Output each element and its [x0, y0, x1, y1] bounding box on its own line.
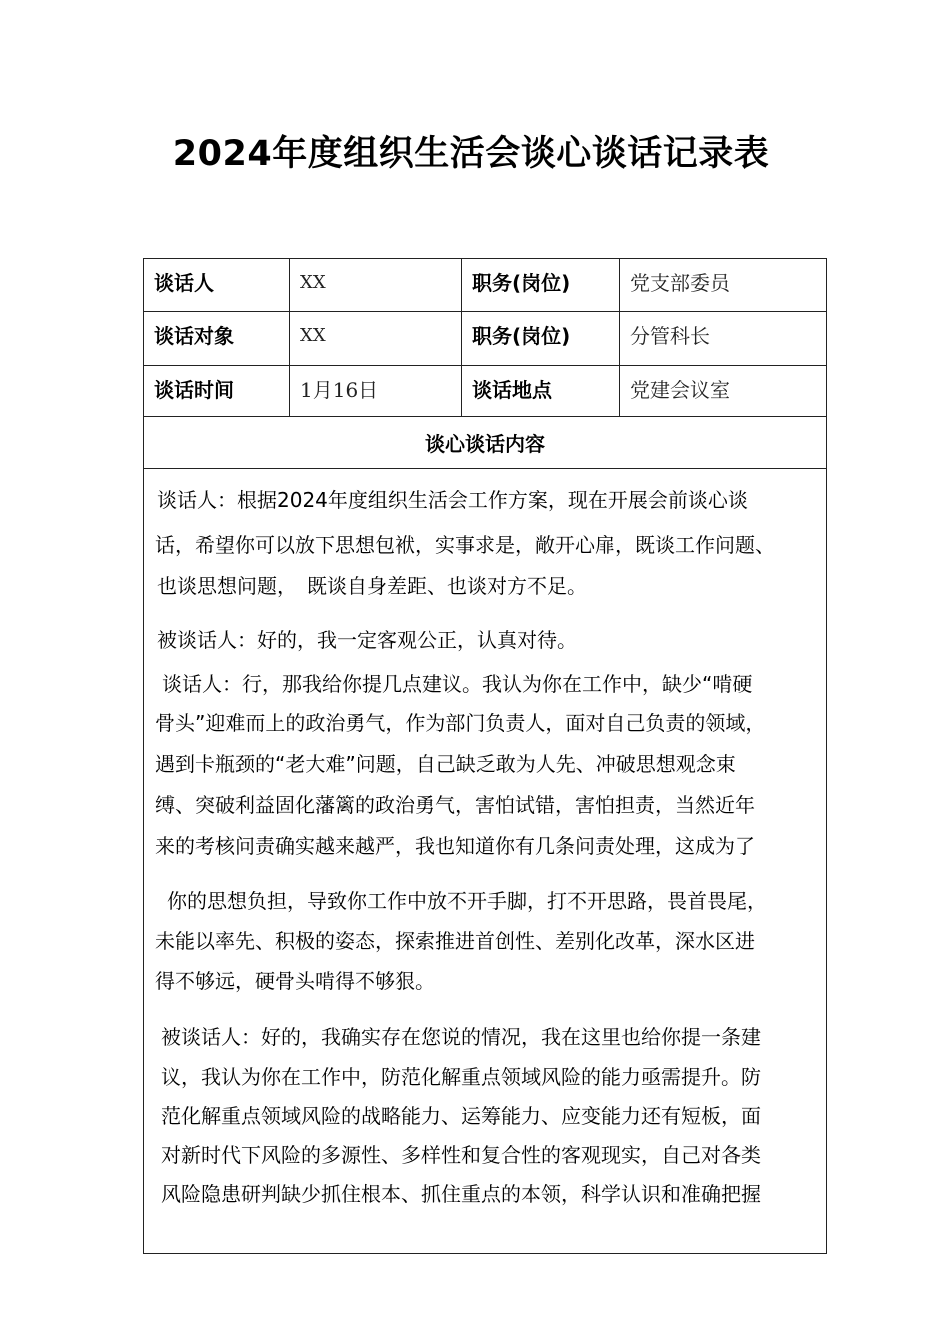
- content-line: 被谈话人：好的，我一定客观公正，认真对待。: [157, 628, 577, 652]
- content-line: 话，希望你可以放下思想包袱，实事求是，敞开心扉，既谈工作问题、: [155, 533, 775, 557]
- info-row-time-place: [144, 366, 826, 417]
- place-value: 党建会议室: [630, 378, 730, 402]
- content-line: 对新时代下风险的多源性、多样性和复合性的客观现实，自己对各类: [161, 1143, 761, 1167]
- info-row-subject: [144, 312, 826, 366]
- content-line: 议，我认为你在工作中，防范化解重点领域风险的能力亟需提升。防: [161, 1065, 761, 1089]
- content-line: 你的思想负担，导致你工作中放不开手脚，打不开思路，畏首畏尾，: [167, 889, 767, 913]
- talker-position-label: 职务(岗位): [462, 259, 620, 311]
- content-line: 谈话人：行，那我给你提几点建议。我认为你在工作中，缺少“啃硬: [162, 672, 753, 696]
- content-line: 未能以率先、积极的姿态，探索推进首创性、差别化改革，深水区进: [155, 929, 755, 953]
- subject-value: XX: [290, 312, 462, 365]
- record-table: [143, 258, 827, 1254]
- content-line: 来的考核问责确实越来越严，我也知道你有几条问责处理，这成为了: [155, 834, 755, 858]
- content-line: 也谈思想问题， 既谈自身差距、也谈对方不足。: [157, 574, 587, 598]
- subject-position-label: 职务(岗位): [462, 312, 620, 365]
- subject-position-value: 分管科长: [630, 324, 710, 348]
- place-label: 谈话地点: [462, 366, 620, 416]
- content-line: 骨头”迎难而上的政治勇气，作为部门负责人，面对自己负责的领域，: [155, 711, 766, 735]
- subject-label: 谈话对象: [144, 312, 290, 365]
- time-label: 谈话时间: [144, 366, 290, 416]
- talker-value: XX: [290, 259, 462, 311]
- conversation-content: [144, 469, 826, 1255]
- content-line: 得不够远，硬骨头啃得不够狠。: [155, 969, 435, 993]
- document-title: 2024年度组织生活会谈心谈话记录表: [172, 134, 770, 174]
- content-header-row: [144, 417, 826, 469]
- time-value: 1月16日: [290, 366, 462, 416]
- talker-position-value: 党支部委员: [630, 271, 730, 295]
- content-line: 范化解重点领域风险的战略能力、运筹能力、应变能力还有短板，面: [161, 1104, 761, 1128]
- content-header: 谈心谈话内容: [425, 432, 545, 456]
- info-row-talker: [144, 259, 826, 312]
- content-line: 遇到卡瓶颈的“老大难”问题，自己缺乏敢为人先、冲破思想观念束: [155, 752, 736, 776]
- talker-label: 谈话人: [144, 259, 290, 311]
- content-line: 缚、突破利益固化藩篱的政治勇气，害怕试错，害怕担责，当然近年: [155, 793, 755, 817]
- content-line: 谈话人：根据2024年度组织生活会工作方案，现在开展会前谈心谈: [157, 488, 748, 512]
- content-line: 风险隐患研判缺少抓住根本、抓住重点的本领，科学认识和准确把握: [161, 1182, 761, 1206]
- content-line: 被谈话人：好的，我确实存在您说的情况，我在这里也给你提一条建: [161, 1025, 761, 1049]
